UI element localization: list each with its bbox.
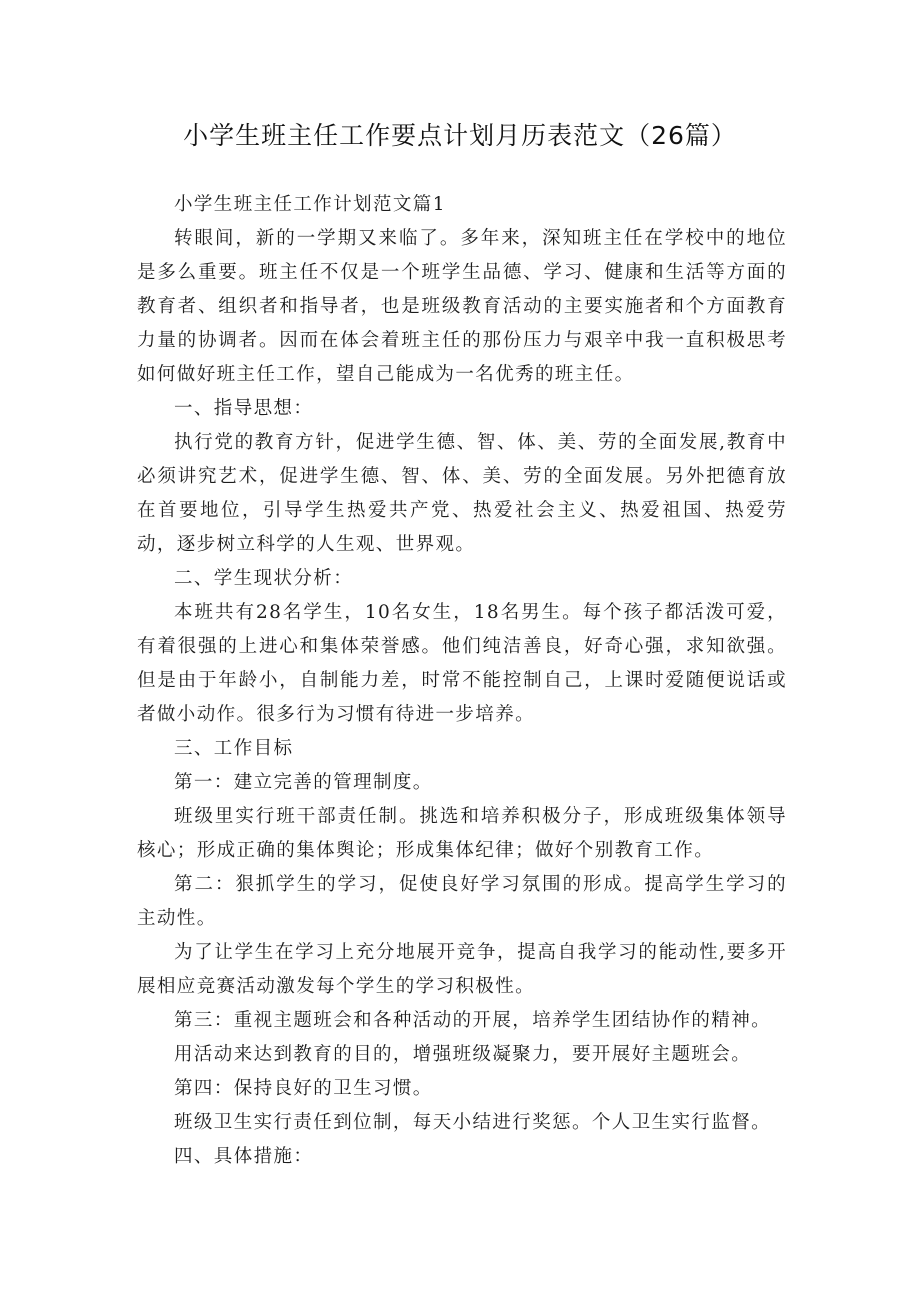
section-heading-guiding-thought: 一、指导思想： (174, 398, 314, 419)
goal-paragraph-2: 为了让学生在学习上充分地展开竞争，提高自我学习的能动性,要多开展相应竞赛活动激发每个学生的学习积极性。 (137, 942, 787, 997)
goal-heading-4: 第四：保持良好的卫生习惯。 (174, 1078, 433, 1099)
goal-heading-2: 第二：狠抓学生的学习，促使良好学习氛围的形成。提高学生学习的主动性。 (137, 874, 787, 929)
goal-heading-3: 第三：重视主题班会和各种活动的开展，培养学生团结协作的精神。 (174, 1010, 772, 1031)
goal-paragraph-4: 班级卫生实行责任到位制，每天小结进行奖惩。个人卫生实行监督。 (174, 1112, 772, 1133)
paragraph-student-analysis: 本班共有28名学生，10名女生，18名男生。每个孩子都活泼可爱，有着很强的上进心和集体荣誉感。他们纯洁善良，好奇心强，求知欲强。但是由于年龄小，自制能力差，时常不能控制自己，上课时爱随便说话或者做小动作。很多行为习惯有待进一步培养。 (137, 602, 787, 725)
section-heading-student-analysis: 二、学生现状分析： (174, 568, 354, 589)
paragraph-introduction: 转眼间，新的一学期又来临了。多年来，深知班主任在学校中的地位是多么重要。班主任不仅是一个班学生品德、学习、健康和生活等方面的教育者、组织者和指导者，也是班级教育活动的主要实施者和个方面教育力量的协调者。因而在体会着班主任的那份压力与艰辛中我一直积极思考如何做好班主任工作，望自己能成为一名优秀的班主任。 (137, 228, 787, 385)
document-title: 小学生班主任工作要点计划月历表范文（26篇） (183, 121, 737, 150)
paragraph-guiding-thought: 执行党的教育方针，促进学生德、智、体、美、劳的全面发展,教育中必须讲究艺术，促进学生德、智、体、美、劳的全面发展。另外把德育放在首要地位，引导学生热爱共产党、热爱社会主义、热爱祖国、热爱劳动，逐步树立科学的人生观、世界观。 (137, 432, 787, 555)
goal-heading-1: 第一：建立完善的管理制度。 (174, 772, 433, 793)
goal-paragraph-1: 班级里实行班干部责任制。挑选和培养积极分子，形成班级集体领导核心；形成正确的集体舆论；形成集体纪律；做好个别教育工作。 (137, 806, 787, 861)
section-heading-measures: 四、具体措施： (174, 1146, 314, 1167)
goal-paragraph-3: 用活动来达到教育的目的，增强班级凝聚力，要开展好主题班会。 (174, 1044, 752, 1065)
section-heading-work-goals: 三、工作目标 (174, 738, 294, 759)
section-heading-article-1: 小学生班主任工作计划范文篇1 (174, 194, 446, 215)
document-body (137, 188, 787, 1174)
